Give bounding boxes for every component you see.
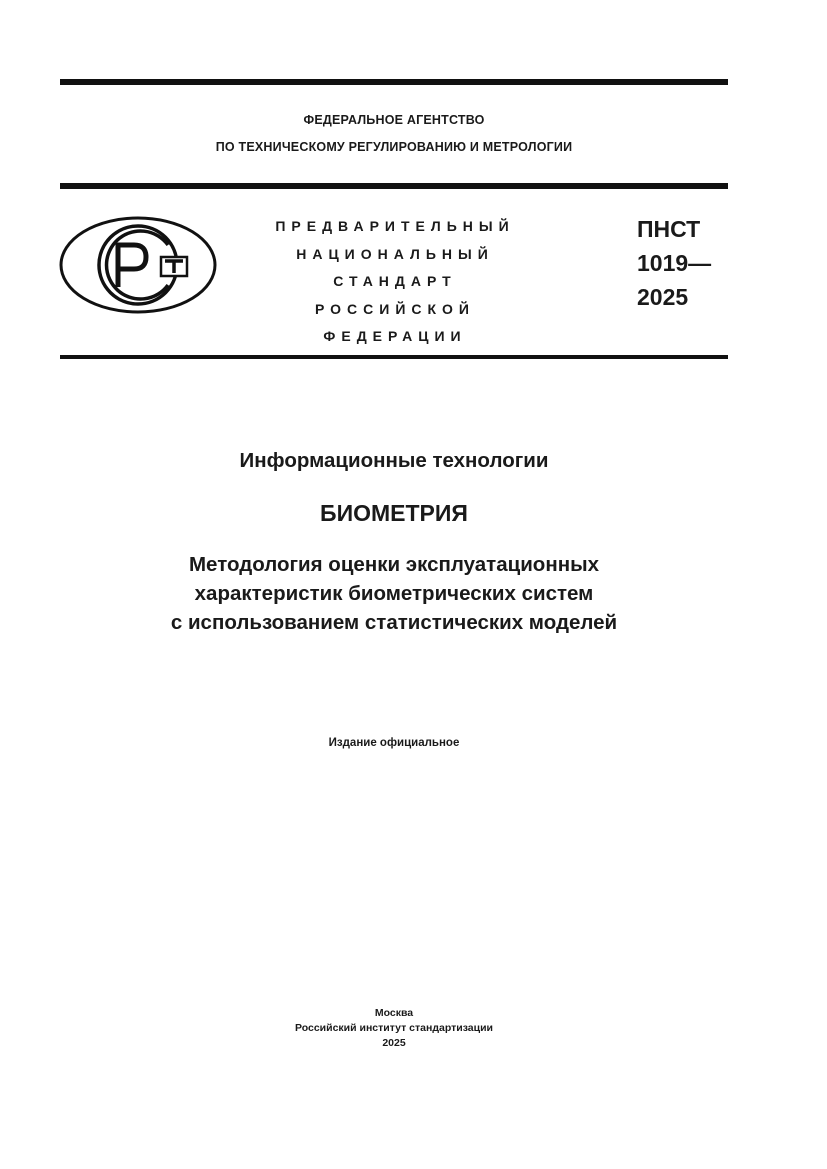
agency-line-2: ПО ТЕХНИЧЕСКОМУ РЕГУЛИРОВАНИЮ И МЕТРОЛОГИИ	[215, 140, 573, 154]
top-rule	[60, 79, 728, 85]
imprint-publisher: Российский институт стандартизации	[294, 1022, 494, 1034]
standard-type-line: НАЦИОНАЛЬНЫЙ	[296, 245, 494, 262]
standard-number-line: 1019—	[637, 250, 712, 276]
imprint-city: Москва	[374, 1007, 414, 1019]
emblem-svg	[58, 215, 218, 315]
edition-label: Издание официальное	[328, 737, 460, 749]
gost-r-emblem-icon	[58, 215, 218, 315]
standard-number-line: ПНСТ	[637, 216, 701, 242]
document-subtitle	[60, 550, 728, 637]
imprint-year: 2025	[382, 1037, 406, 1049]
middle-rule	[60, 183, 728, 189]
bottom-rule	[60, 355, 728, 359]
standard-type-line: РОССИЙСКОЙ	[315, 300, 475, 317]
standard-type-line: СТАНДАРТ	[333, 273, 457, 289]
standard-number	[637, 212, 711, 314]
subtitle-line: с использованием статистических моделей	[170, 611, 618, 634]
document-area-title: Информационные технологии	[239, 449, 549, 472]
document-subject-title: БИОМЕТРИЯ	[320, 500, 468, 526]
subtitle-line: характеристик биометрических систем	[194, 582, 594, 605]
standard-type-line: ПРЕДВАРИТЕЛЬНЫЙ	[275, 218, 515, 234]
subtitle-line: Методология оценки эксплуатационных	[188, 553, 599, 576]
standard-type-block	[250, 213, 540, 351]
standard-number-line: 2025	[637, 284, 689, 310]
imprint	[60, 1006, 728, 1051]
agency-line-1: ФЕДЕРАЛЬНОЕ АГЕНТСТВО	[303, 113, 485, 127]
standard-type-line: ФЕДЕРАЦИИ	[323, 328, 467, 344]
